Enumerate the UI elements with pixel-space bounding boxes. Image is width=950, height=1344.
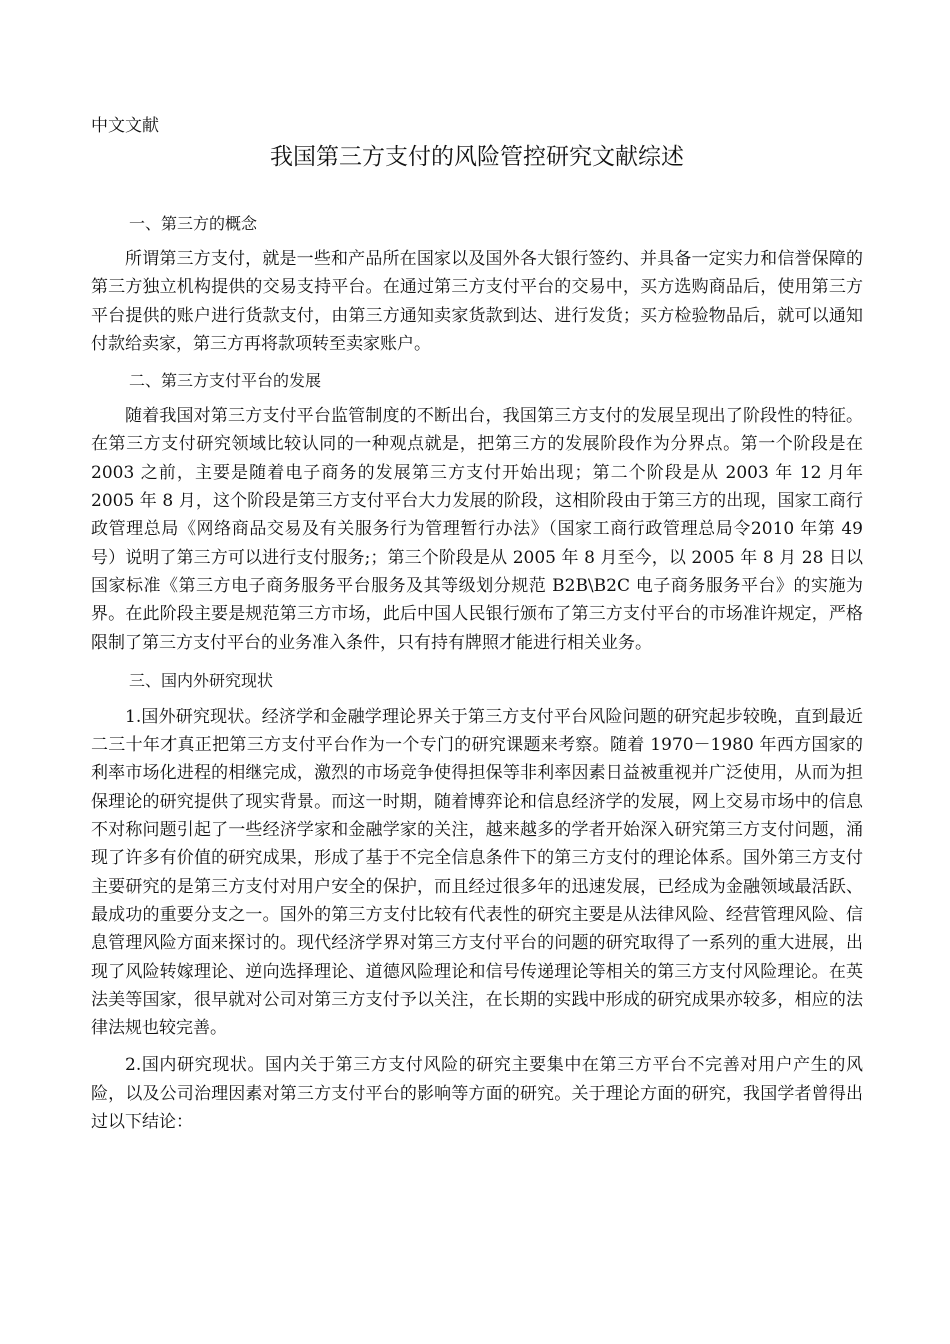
section-heading-research: 三、国内外研究现状: [129, 670, 274, 690]
paragraph-domestic-research: 2.国内研究现状。国内关于第三方支付风险的研究主要集中在第三方平台不完善对用户产生的风险，以及公司治理因素对第三方支付平台的影响等方面的研究。关于理论方面的研究，我国学者曾得出过以下结论：: [91, 1055, 863, 1133]
doc-label: 中文文献: [91, 116, 159, 136]
document-page: [91, 112, 863, 1136]
paragraph-foreign-research: 1.国外研究现状。经济学和金融学理论界关于第三方支付平台风险问题的研究起步较晚，直到最近二三十年才真正把第三方支付平台作为一个专门的研究课题来考察。随着 1970－1980 年西方国家的利率市场化进程的相继完成，激烈的市场竞争使得担保等非利率因素日益被重视并广泛使用，从而为担保理论的研究提供了现实背景。而这一时期，随着博弈论和信息经济学的发展，网上交易市场中的信息不对称问题引起了一些经济学家和金融学家的关注，越来越多的学者开始深入研究第三方支付问题，涌现了许多有价值的研究成果，形成了基于不完全信息条件下的第三方支付的理论体系。国外第三方支付主要研究的是第三方支付对用户安全的保护，而且经过很多年的迅速发展，已经成为金融领域最活跃、最成功的重要分支之一。国外的第三方支付比较有代表性的研究主要是从法律风险、经营管理风险、信息管理风险方面来探讨的。现代经济学界对第三方支付平台的问题的研究取得了一系列的重大进展，出现了风险转嫁理论、逆向选择理论、道德风险理论和信号传递理论等相关的第三方支付风险理论。在英法美等国家，很早就对公司对第三方支付予以关注，在长期的实践中形成的研究成果亦较多，相应的法律法规也较完善。: [91, 706, 863, 1039]
section-heading-development: 二、第三方支付平台的发展: [129, 371, 322, 391]
paragraph-concept: 所谓第三方支付，就是一些和产品所在国家以及国外各大银行签约、并具备一定实力和信誉保障的第三方独立机构提供的交易支持平台。在通过第三方支付平台的交易中，买方选购商品后，使用第三方平台提供的账户进行货款支付，由第三方通知卖家货款到达、进行发货；买方检验物品后，就可以通知付款给卖家，第三方再将款项转至卖家账户。: [91, 249, 863, 354]
page-title: 我国第三方支付的风险管控研究文献综述: [270, 144, 684, 170]
section-heading-concept: 一、第三方的概念: [129, 214, 258, 233]
paragraph-development: 随着我国对第三方支付平台监管制度的不断出台，我国第三方支付的发展呈现出了阶段性的特征。在第三方支付研究领域比较认同的一种观点就是，把第三方的发展阶段作为分界点。第一个阶段是在 2003 之前，主要是随着电子商务的发展第三方支付开始出现；第二个阶段是从 2003 年 12 月年 2005 年 8 月，这个阶段是第三方支付平台大力发展的阶段，这相阶段由于第三方的出现，国家工商行政管理总局《网络商品交易及有关服务行为管理暂行办法》（国家工商行政管理总局令2010 年第 49 号）说明了第三方可以进行支付服务;；第三个阶段是从 2005 年 8 月至今，以 2005 年 8 月 28 日以国家标准《第三方电子商务服务平台服务及其等级划分规范 B2B\B2C 电子商务服务平台》的实施为界。在此阶段主要是规范第三方市场，此后中国人民银行颁布了第三方支付平台的市场准许规定，严格限制了第三方支付平台的业务准入条件，只有持有牌照才能进行相关业务。: [91, 406, 863, 653]
